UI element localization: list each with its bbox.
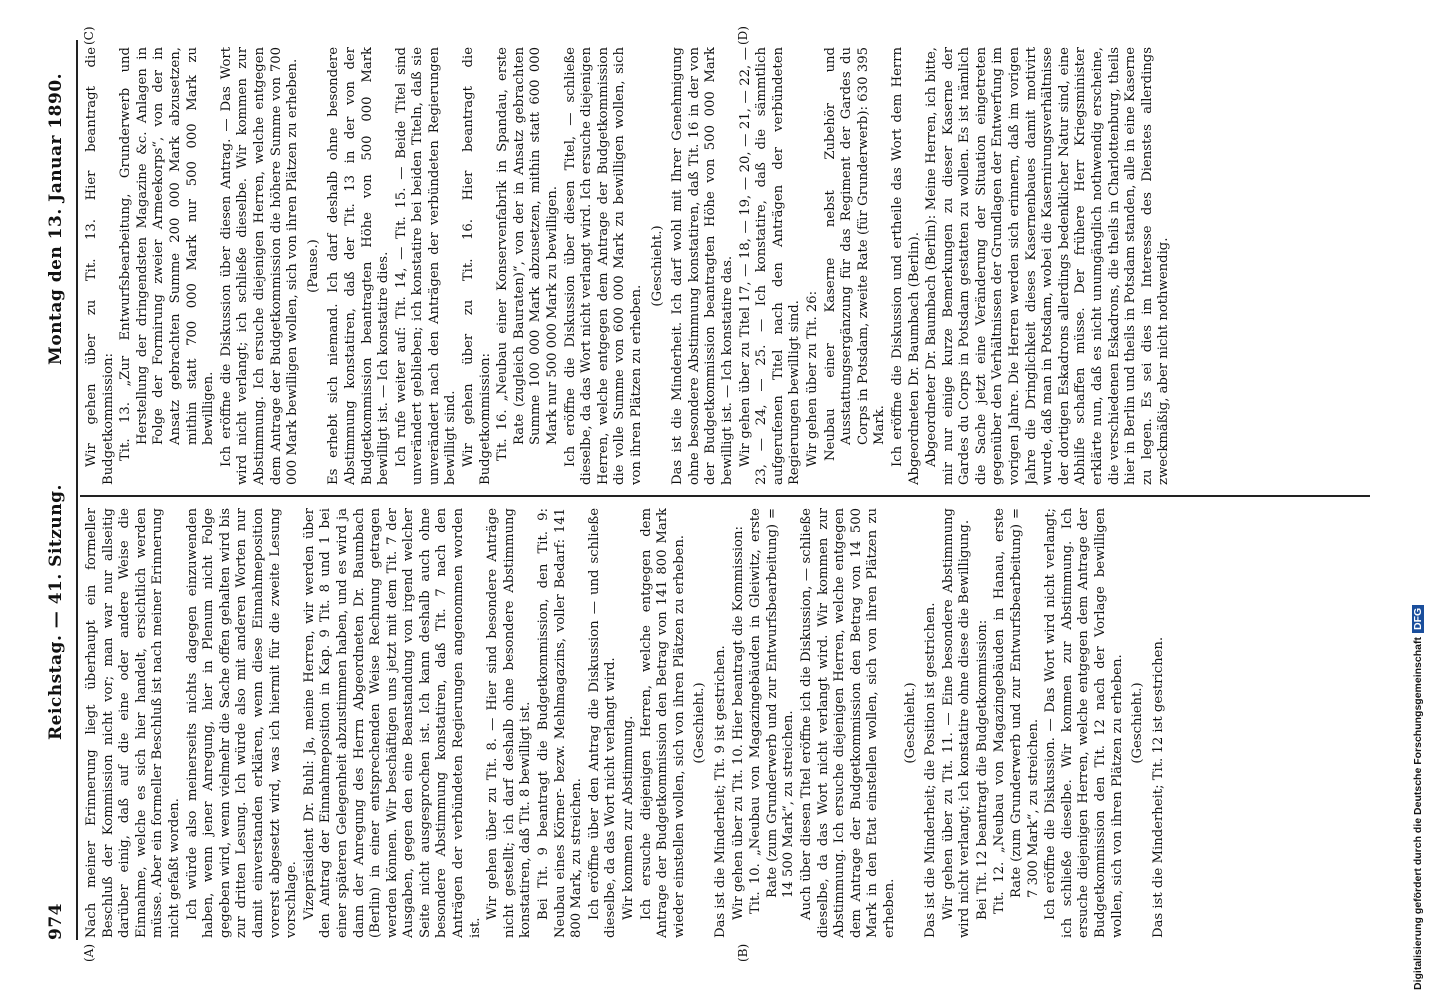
paragraph: Wir kommen zur Abstimmung. (621, 715, 636, 920)
paragraph: Ich eröffne die Diskussion über diesen Titel, — schließe dieselbe, da das Wort nicht verlangt wird. Ich ersuche diejenigen Herren, welche entgegen dem Antrage der Budgetkommission die volle Summe von 600 000 Mark zu bewilligen wollen, sich von ihren Plätzen zu erheben. (562, 47, 644, 485)
dfg-credit (1412, 605, 1424, 990)
paragraph: Wir gehen über zu Tit. 16. Hier beantragt die Budgetkommission: (461, 47, 493, 485)
page-number: 974 (46, 903, 66, 940)
paragraph: Neubau einer Kaserne nebst Zubehör und Ausstattungsergänzung für das Regiment der Gardes du Corps in Potsdam, zweite Rate (für Grunderwerb): 630 395 Mark. (822, 47, 888, 461)
margin-mark-d: (D) (736, 26, 750, 45)
paragraph: (Geschieht.) (649, 225, 665, 307)
paragraph: Tit. 16. „Neubau einer Konservenfabrik in Spandau, erste Rate (zugleich Bauraten)“, von der in Ansatz gebrachten Summe 100 000 Mark abzusetzen, mithin statt 600 000 Mark nur 500 000 Mark zu bewilligen. (495, 47, 561, 461)
paragraph: Ich eröffne die Diskussion über diesen Antrag. — Das Wort wird nicht verlangt; ich schließe dieselbe. Wir kommen zur Abstimmung. Ich ersuche diejenigen Herren, welche entgegen dem Antrage der Budgetkommission die höhere Summe von 700 000 Mark bewilligen wollen, sich von ihren Plätzen zu erheben. (218, 47, 301, 485)
paragraph: Wir gehen über zu Tit. 26: (804, 290, 820, 467)
left-column (84, 508, 1374, 938)
paragraph: (Pause.) (305, 239, 321, 293)
paragraph: Wir gehen über zu Titel 17, — 18, — 19, — 20, — 21, — 22, — 23, — 24, — 25. — Ich konstatire, daß die sämmtlich aufgerufenen Titel nach den Anträgen der verbündeten Regierungen bewilligt sind. (737, 47, 803, 485)
margin-mark-b: (B) (736, 943, 750, 962)
paragraph: Ich rufe weiter auf: Tit. 14, — Tit. 15. — Beide Titel sind unverändert geblieben; ich konstatire bei beiden Titeln, daß sie unverändert nach den Anträgen der verbündeten Regierungen bewilligt sind. (393, 47, 459, 485)
paragraph: (Geschieht.) (1130, 682, 1146, 764)
paragraph: Wir gehen über zu Tit. 8. — Hier sind besondere Anträge nicht gestellt; ich darf deshalb ohne besondere Abstimmung konstatiren, daß Tit. 8 bewilligt ist. (485, 508, 534, 938)
dfg-logo: DFG (1412, 605, 1424, 633)
margin-mark-c: (C) (82, 26, 96, 45)
paragraph: Ich eröffne die Diskussion und ertheile das Wort dem Herrn Abgeordneten Dr. Baumbach (Berlin). (889, 47, 922, 485)
dfg-footer (1412, 30, 1430, 990)
paragraph: Es erhebt sich niemand. Ich darf deshalb ohne besondere Abstimmung konstatiren, daß der Tit. 13 in der von der Budgetkommission beantragten Höhe von 500 000 Mark bewilligt ist. — Ich konstatire dies. (326, 47, 392, 485)
right-column (84, 47, 1374, 485)
header-rule (76, 40, 78, 940)
paragraph: Ich würde also meinerseits nichts dagegen einzuwenden haben, wenn jener Anregung, hier in Plenum nicht Folge gegeben wird, wenn vielmehr die Sache offen gehalten wird bis zur dritten Lesung. Ich würde also mit anderen Worten nur damit einverstanden erklären, wenn diese Einnahmeposition vorerst abgesetzt wird, was ich hiermit für die zweite Lesung vorschlage. (184, 508, 300, 938)
paragraph: Abgeordneter Dr. Baumbach (Berlin): Meine Herren, ich bitte, mir nur einige kurze Bemerkungen zu dieser Kaserne der Gardes du Corps in Potsdam gestatten zu wollen. Es ist nämlich die Sache jetzt eine Veränderung der Situation eingetreten gegenüber den Verhältnissen der Grundlagen der Entwerfung im vorigen Jahre. Die Herren werden sich erinnern, daß im vorigen Jahre die Dringlichkeit dieses Kasernenbaues damit motivirt wurde, daß man in Potsdam, wobei die Kasernirungsverhältnisse der dortigen Eskadrons allerdings bedenklicher Natur sind, eine Abhilfe schaffen müsse. Der frühere Herr Kriegsminister erklärte nun, daß es nicht unumgänglich nothwendig erscheine, die verschiedenen Eskadrons, die theils in Charlottenburg, theils hier in Berlin und theils in Potsdam standen, alle in eine Kaserne zu legen. Es sei dies im Interesse des Dienstes allerdings zweckmäßig, aber nicht nothwendig. (924, 47, 1172, 485)
paragraph: Ich ersuche diejenigen Herren, welche entgegen dem Antrage der Budgetkommission den Betrag von 141 800 Mark wieder einstellen wollen, sich von ihren Plätzen zu erheben. (638, 508, 687, 938)
margin-mark-a: (A) (82, 943, 96, 962)
paragraph: Wir gehen über zu Tit. 13. Hier beantragt die Budgetkommission: (84, 47, 116, 485)
paragraph: Das ist die Minderheit. Ich darf wohl mit Ihrer Genehmigung ohne besondere Abstimmung konstatiren, daß Tit. 16 in der von der Budgetkommission beantragten Höhe von 500 000 Mark bewilligt ist. — Ich konstatire das. (670, 47, 735, 485)
paragraph: Nach meiner Erinnerung liegt überhaupt ein formeller Beschluß der Kommission nicht vor; man war nur allseitig darüber einig, daß auf die eine oder andere Weise die Einnahme, welche es sich hier handelt, ersichtlich werden müsse. Aber ein formeller Beschluß ist nach meiner Erinnerung nicht gefaßt worden. (84, 508, 182, 938)
session-date: Montag den 13. Januar 1890. (46, 72, 66, 365)
paragraph: Tit. 12. „Neubau von Magazingebäuden in Hanau, erste Rate (zum Grunderwerb und zur Entwurfsbearbeitung) = 7 300 Mark“, zu streichen. (992, 508, 1041, 914)
paragraph: Bei Tit. 12 beantragt die Budgetkommission: (974, 619, 990, 920)
paragraph: Wir gehen über zu Tit. 11. — Eine besondere Abstimmung wird nicht verlangt; ich konstatire ohne diese die Bewilligung. (940, 508, 973, 938)
paragraph: (Geschieht.) (902, 682, 918, 764)
paragraph: Bei Tit. 9 beantragt die Budgetkommission, den Tit. 9: Neubau eines Körner- bezw. Mehlmagazins, voller Bedarf: 141 800 Mark, zu streichen. (536, 508, 585, 938)
paragraph: Auch über diesen Titel eröffne ich die Diskussion, — schließe dieselbe, da das Wort nicht verlangt wird. Wir kommen zur Abstimmung. Ich ersuche diejenigen Herren, welche entgegen dem Antrage der Budgetkommission den Betrag von 14 500 Mark in den Etat einstellen wollen, sich von ihren Plätzen zu erheben. (798, 508, 897, 938)
session-title: Reichstag. — 41. Sitzung. (46, 484, 66, 740)
paragraph: Das ist die Minderheit; die Position ist gestrichen. (923, 602, 939, 938)
paragraph: Wir gehen über zu Tit. 10. Hier beantragt die Kommission: (730, 526, 746, 920)
paragraph: Ich eröffne die Diskussion. — Das Wort wird nicht verlangt; ich schließe dieselbe. Wir kommen zur Abstimmung. Ich ersuche diejenigen Herren, welche entgegen dem Antrage der Budgetkommission den Tit. 12 nach der Vorlage bewilligen wollen, sich von ihren Plätzen zu erheben. (1043, 508, 1125, 938)
paragraph: Das ist die Minderheit; Tit. 9 ist gestrichen. (712, 645, 728, 938)
paragraph: (Geschieht.) (692, 682, 708, 764)
paragraph: Ich eröffne über den Antrag die Diskussion — und schließe dieselbe, da das Wort nicht verlangt wird. (586, 508, 619, 938)
paragraph: Vizepräsident Dr. Buhl: Ja, meine Herren, wir werden über den Antrag der Einnahmeposition in Kap. 9 Tit. 8 und 1 bei einer späteren Gelegenheit abzustimmen haben, und es wird ja dann der Anregung des Herrn Abgeordneten Dr. Baumbach (Berlin) in einer entsprechenden Weise Rechnung getragen werden können. Wir beschäftigen uns jetzt mit dem Tit. 7 der Ausgaben, gegen den eine Beanstandung von irgend welcher Seite nicht ausgesprochen ist. Ich kann deshalb auch ohne besondere Abstimmung konstatiren, daß Tit. 7 nach den Anträgen der verbündeten Regierungen angenommen worden ist. (301, 508, 483, 938)
dfg-text: Digitalisierung gefördert durch die Deutsche Forschungsgemeinschaft (1412, 637, 1424, 990)
paragraph: Tit. 13. „Zur Entwurfsbearbeitung, Grunderwerb und Herstellung der dringendsten Magazine &c. Anlagen in Folge der Formirung zweier Armeekorps“, von der in Ansatz gebrachten Summe 200 000 Mark abzusetzen, mithin statt 700 000 Mark nur 500 000 Mark zu bewilligen. (118, 47, 217, 461)
paragraph: Tit. 10. „Neubau von Magazingebäuden in Gleiwitz, erste Rate (zum Grunderwerb und zur Entwurfsbearbeitung) = 14 500 Mark“, zu streichen. (748, 508, 797, 914)
column-divider (80, 495, 1370, 497)
paragraph: Das ist die Minderheit; Tit. 12 ist gestrichen. (1150, 636, 1166, 938)
page-header (46, 40, 72, 940)
